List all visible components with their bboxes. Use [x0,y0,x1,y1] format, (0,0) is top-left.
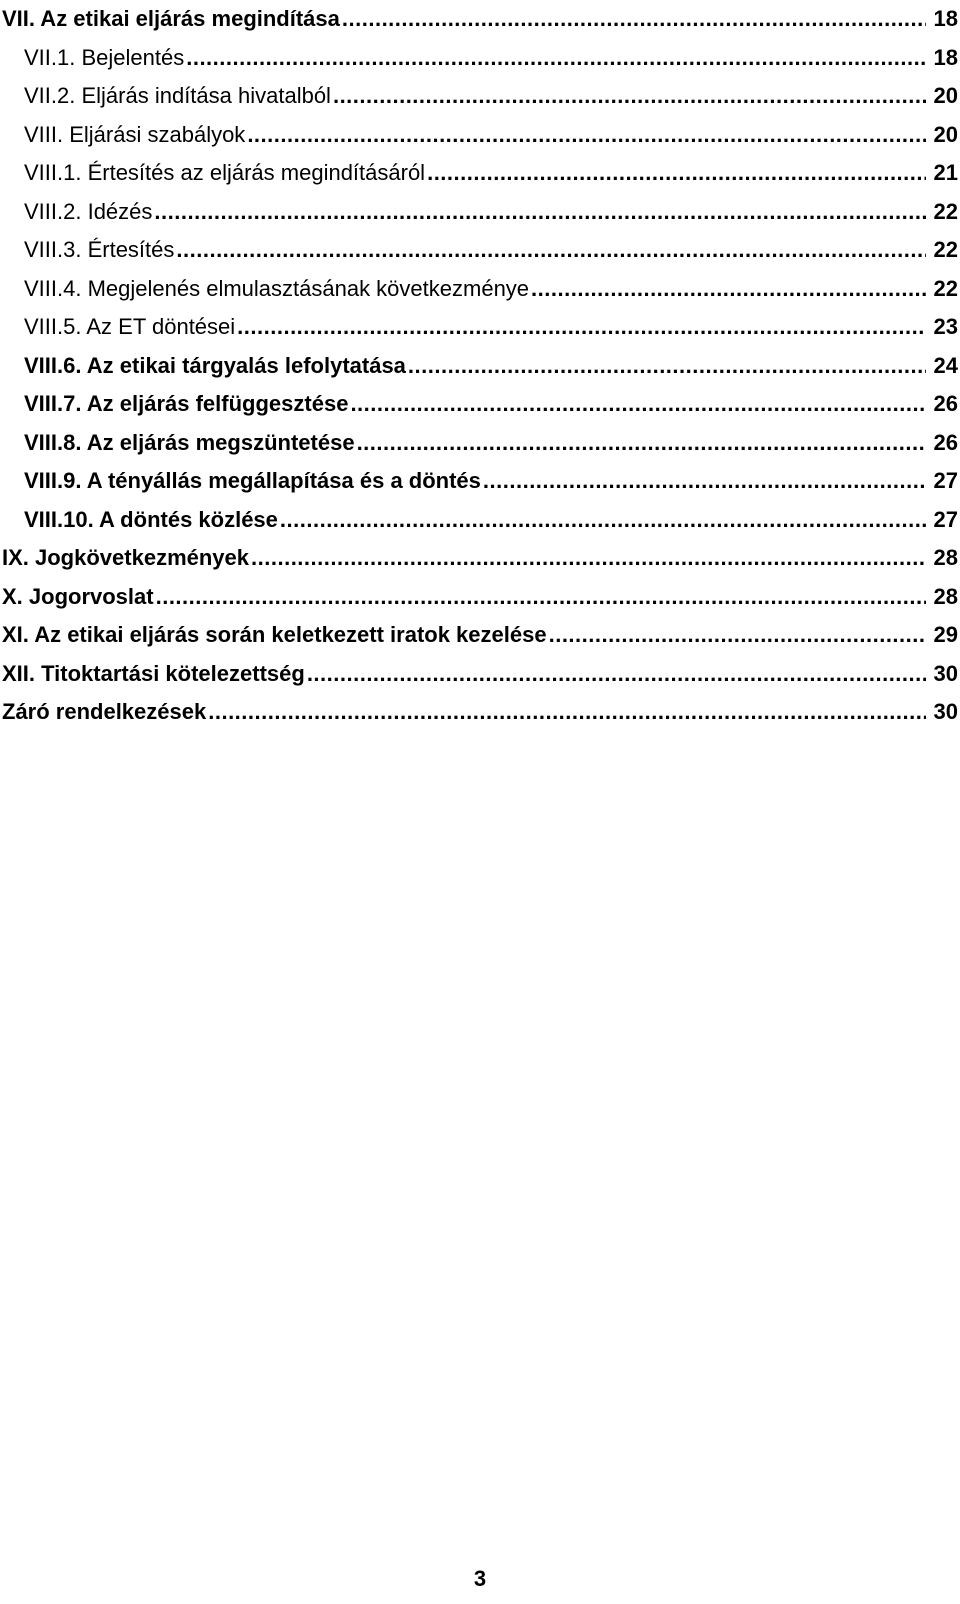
toc-dot-leader [350,385,926,424]
toc-dot-leader [208,693,926,732]
toc-entry[interactable] [2,424,958,463]
toc-dot-leader [427,154,926,193]
toc-entry-page: 26 [933,429,958,455]
toc-entry[interactable] [2,693,958,732]
toc-entry[interactable] [2,77,958,116]
toc-entry-page: 28 [933,545,958,570]
toc-entry-title: X. Jogorvoslat [2,583,154,609]
toc-entry[interactable] [2,616,958,655]
toc-entry-page: 27 [933,506,958,532]
table-of-contents [2,0,958,732]
toc-entry-title: VIII.4. Megjelenés elmulasztásának következménye [24,275,530,301]
toc-entry[interactable] [2,655,958,694]
toc-entry-title: VIII.5. Az ET döntései [24,314,236,339]
toc-entry[interactable] [2,385,958,424]
toc-entry[interactable] [2,308,958,347]
toc-entry-page: 27 [933,468,958,493]
toc-entry-page: 30 [933,660,958,686]
toc-entry[interactable] [2,0,958,39]
toc-dot-leader [333,77,926,116]
toc-entry[interactable] [2,116,958,155]
toc-entry[interactable] [2,154,958,193]
toc-entry-title: VIII.9. A tényállás megállapítása és a döntés [24,468,481,493]
toc-dot-leader [483,462,926,501]
toc-entry-page: 20 [933,121,958,147]
toc-dot-leader [549,616,926,655]
toc-entry-title: VIII.6. Az etikai tárgyalás lefolytatása [24,352,406,378]
toc-entry[interactable] [2,231,958,270]
toc-entry[interactable] [2,347,958,386]
toc-entry-page: 24 [933,352,958,378]
toc-entry[interactable] [2,270,958,309]
toc-entry-title: VIII.10. A döntés közlése [24,506,278,532]
toc-dot-leader [280,501,926,540]
toc-entry[interactable] [2,193,958,232]
toc-entry-title: VII. Az etikai eljárás megindítása [2,6,340,31]
toc-entry-page: 26 [933,391,958,416]
toc-dot-leader [156,578,926,617]
toc-entry-title: VIII.2. Idézés [24,198,153,224]
toc-entry-title: VIII.7. Az eljárás felfüggesztése [24,391,349,416]
toc-entry-title: Záró rendelkezések [2,699,207,724]
toc-entry[interactable] [2,501,958,540]
page-number: 3 [473,1566,487,1591]
toc-dot-leader [176,231,926,270]
toc-entry-page: 22 [933,237,958,262]
toc-entry-page: 28 [933,583,958,609]
toc-entry-title: XI. Az etikai eljárás során keletkezett iratok kezelése [2,622,547,647]
toc-entry-page: 29 [933,622,958,647]
toc-dot-leader [408,347,926,386]
toc-entry-title: IX. Jogkövetkezmények [2,545,250,570]
toc-dot-leader [357,424,926,463]
toc-dot-leader [247,116,926,155]
toc-dot-leader [154,193,926,232]
toc-dot-leader [342,0,926,39]
toc-entry-page: 18 [933,44,958,70]
toc-dot-leader [531,270,926,309]
toc-entry-page: 22 [933,275,958,301]
toc-entry-page: 23 [933,314,958,339]
toc-entry-page: 18 [933,6,958,31]
toc-dot-leader [251,539,926,578]
toc-entry-title: VIII. Eljárási szabályok [24,121,246,147]
toc-dot-leader [237,308,926,347]
toc-entry-page: 20 [933,83,958,108]
toc-dot-leader [186,39,926,78]
toc-dot-leader [307,655,926,694]
toc-entry[interactable] [2,578,958,617]
toc-entry-title: VIII.8. Az eljárás megszüntetése [24,429,355,455]
toc-entry[interactable] [2,39,958,78]
toc-entry[interactable] [2,462,958,501]
toc-entry-title: VII.1. Bejelentés [24,44,185,70]
toc-entry-page: 22 [933,198,958,224]
toc-entry-page: 21 [933,160,958,185]
toc-entry-page: 30 [933,699,958,724]
toc-entry-title: VII.2. Eljárás indítása hivatalból [24,83,331,108]
toc-entry-title: XII. Titoktartási kötelezettség [2,660,305,686]
toc-entry[interactable] [2,539,958,578]
toc-entry-title: VIII.1. Értesítés az eljárás megindításáról [24,160,426,185]
toc-entry-title: VIII.3. Értesítés [24,237,175,262]
